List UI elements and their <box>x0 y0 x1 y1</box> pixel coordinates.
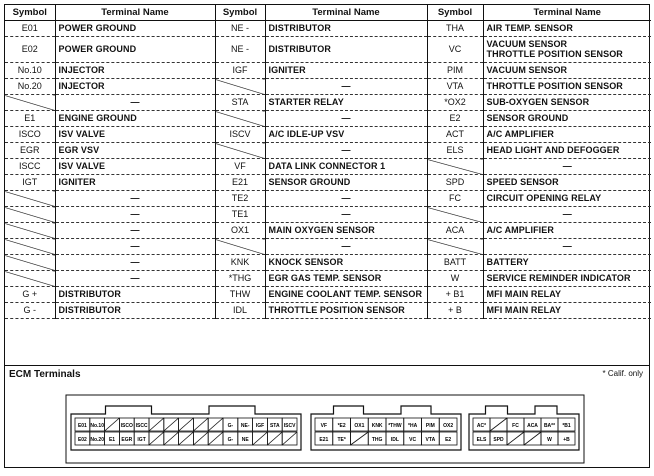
terminal-name: VACUUM SENSOR <box>483 63 651 79</box>
terminal-symbol: VF <box>215 159 265 175</box>
connector-pin-label: +B <box>563 437 570 443</box>
terminal-name: POWER GROUND <box>55 21 215 37</box>
table-row <box>5 287 651 303</box>
connector-pin-label: NE- <box>240 423 250 429</box>
terminal-name: VACUUM SENSOR THROTTLE POSITION SENSOR <box>483 37 651 63</box>
terminal-name: POWER GROUND <box>55 37 215 63</box>
terminal-symbol: IDL <box>215 303 265 319</box>
terminal-name-header: Terminal Name <box>483 5 651 21</box>
empty-symbol-cell <box>427 239 483 255</box>
terminal-symbol: SPD <box>427 175 483 191</box>
terminal-name-header: Terminal Name <box>265 5 427 21</box>
terminal-symbol: *THG <box>215 271 265 287</box>
connector-pin-label: NE <box>241 437 249 443</box>
table-row <box>5 143 651 159</box>
unused-pin-mark <box>179 418 194 431</box>
terminal-symbol: + B <box>427 303 483 319</box>
connector-pin-label: ISCV <box>283 423 296 429</box>
empty-name-cell: — <box>265 111 427 127</box>
connector-pin-label: *B1 <box>562 423 571 429</box>
empty-symbol-cell <box>5 223 55 239</box>
ecm-terminals-footer <box>5 365 649 467</box>
terminal-symbol: VTA <box>427 79 483 95</box>
terminal-name: INJECTOR <box>55 63 215 79</box>
left-connector-housing <box>71 406 301 450</box>
terminal-symbol: IGF <box>215 63 265 79</box>
table-row <box>5 223 651 239</box>
terminal-name: DISTRIBUTOR <box>55 303 215 319</box>
terminal-name: ISV VALVE <box>55 127 215 143</box>
empty-name-cell: — <box>265 79 427 95</box>
terminal-name: A/C IDLE-UP VSV <box>265 127 427 143</box>
terminal-name: IGNITER <box>265 63 427 79</box>
terminal-symbol: No.20 <box>5 79 55 95</box>
terminal-symbol: ELS <box>427 143 483 159</box>
terminal-name: SUB-OXYGEN SENSOR <box>483 95 651 111</box>
table-row <box>5 111 651 127</box>
connector-pin-label: *E2 <box>337 423 346 429</box>
terminal-symbol: ISCV <box>215 127 265 143</box>
connector-pin-label: BA** <box>543 423 556 429</box>
connector-pin-label: No.20 <box>90 437 105 443</box>
terminal-symbol: *OX2 <box>427 95 483 111</box>
unused-pin-mark <box>164 432 179 445</box>
terminal-symbol: E02 <box>5 37 55 63</box>
terminal-symbol: EGR <box>5 143 55 159</box>
terminal-symbol: STA <box>215 95 265 111</box>
unused-pin-mark <box>149 418 164 431</box>
connector-outline <box>66 395 584 463</box>
empty-symbol-cell <box>215 111 265 127</box>
terminal-name: MFI MAIN RELAY <box>483 303 651 319</box>
empty-name-cell: — <box>55 255 215 271</box>
ecm-connector-diagram <box>65 394 585 464</box>
connector-pin-label: E2 <box>445 437 452 443</box>
connector-pin-label: No.10 <box>90 423 105 429</box>
terminal-name: CIRCUIT OPENING RELAY <box>483 191 651 207</box>
terminal-symbol: No.10 <box>5 63 55 79</box>
table-row <box>5 175 651 191</box>
terminal-name: EGR GAS TEMP. SENSOR <box>265 271 427 287</box>
terminal-name: DATA LINK CONNECTOR 1 <box>265 159 427 175</box>
table-row <box>5 79 651 95</box>
terminal-name: EGR VSV <box>55 143 215 159</box>
connector-pin-label: ISCC <box>135 423 148 429</box>
connector-pin-label: W <box>547 437 552 443</box>
terminal-name: SERVICE REMINDER INDICATOR <box>483 271 651 287</box>
connector-pin-label: FC <box>512 423 519 429</box>
symbol-header: Symbol <box>427 5 483 21</box>
connector-pin-label: AC* <box>476 423 487 429</box>
terminal-name: HEAD LIGHT AND DEFOGGER <box>483 143 651 159</box>
connector-pin-label: IDL <box>390 437 399 443</box>
terminal-symbol: E2 <box>427 111 483 127</box>
terminal-symbol: ACT <box>427 127 483 143</box>
terminal-symbol: BATT <box>427 255 483 271</box>
unused-pin-mark <box>282 432 297 445</box>
connector-pin-label: G- <box>227 423 234 429</box>
terminal-name: A/C AMPLIFIER <box>483 223 651 239</box>
empty-name-cell: — <box>483 239 651 255</box>
terminal-name: A/C AMPLIFIER <box>483 127 651 143</box>
connector-pin-label: *THW <box>388 423 402 429</box>
terminal-table <box>5 5 651 319</box>
footer-title: ECM Terminals <box>9 369 81 380</box>
terminal-symbol: ACA <box>427 223 483 239</box>
empty-name-cell: — <box>265 239 427 255</box>
connector-pin-label: ISCO <box>120 423 133 429</box>
empty-name-cell: — <box>483 159 651 175</box>
connector-pin-label: ACA <box>527 423 538 429</box>
unused-pin-mark <box>208 432 223 445</box>
connector-pin-label: IGF <box>255 423 265 429</box>
unused-pin-mark <box>164 418 179 431</box>
connector-pin-label: SPD <box>493 437 504 443</box>
terminal-symbol: IGT <box>5 175 55 191</box>
unused-pin-mark <box>490 418 507 431</box>
table-row <box>5 127 651 143</box>
unused-pin-mark <box>524 432 541 445</box>
unused-pin-mark <box>267 432 282 445</box>
empty-name-cell: — <box>483 207 651 223</box>
connector-pin-label: E01 <box>77 423 87 429</box>
unused-pin-mark <box>507 432 524 445</box>
connector-pin-label: OX2 <box>443 423 454 429</box>
connector-pin-label: TE* <box>337 437 346 443</box>
terminal-name: DISTRIBUTOR <box>265 21 427 37</box>
connector-pin-label: VC <box>409 437 417 443</box>
terminal-symbol: PIM <box>427 63 483 79</box>
terminal-name: SENSOR GROUND <box>265 175 427 191</box>
table-row <box>5 303 651 319</box>
empty-name-cell: — <box>265 207 427 223</box>
header-row <box>5 5 651 21</box>
empty-name-cell: — <box>55 191 215 207</box>
terminal-symbol: ISCO <box>5 127 55 143</box>
terminal-name: THROTTLE POSITION SENSOR <box>265 303 427 319</box>
terminal-symbol: E01 <box>5 21 55 37</box>
empty-symbol-cell <box>215 143 265 159</box>
empty-symbol-cell <box>5 191 55 207</box>
empty-name-cell: — <box>55 95 215 111</box>
terminal-symbol: + B1 <box>427 287 483 303</box>
terminal-symbol: NE - <box>215 37 265 63</box>
empty-symbol-cell <box>215 239 265 255</box>
unused-pin-mark <box>105 418 120 431</box>
unused-pin-mark <box>149 432 164 445</box>
table-row <box>5 271 651 287</box>
terminal-name: ENGINE GROUND <box>55 111 215 127</box>
table-row <box>5 239 651 255</box>
terminal-name: DISTRIBUTOR <box>265 37 427 63</box>
table-row <box>5 21 651 37</box>
terminal-name: BATTERY <box>483 255 651 271</box>
empty-symbol-cell <box>5 95 55 111</box>
empty-symbol-cell <box>427 159 483 175</box>
connector-pin-label: KNK <box>371 423 383 429</box>
connector-pin-label: VF <box>320 423 328 429</box>
terminal-symbol: TE1 <box>215 207 265 223</box>
connector-pin-label: OX1 <box>354 423 365 429</box>
connector-pin-label: E02 <box>77 437 87 443</box>
terminal-symbol: KNK <box>215 255 265 271</box>
terminal-symbol: G + <box>5 287 55 303</box>
connector-pin-label: ELS <box>476 437 487 443</box>
terminal-name: ENGINE COOLANT TEMP. SENSOR <box>265 287 427 303</box>
unused-pin-mark <box>253 432 268 445</box>
terminal-symbol: VC <box>427 37 483 63</box>
empty-symbol-cell <box>5 271 55 287</box>
terminal-symbol: ISCC <box>5 159 55 175</box>
connector-pin-label: EGR <box>121 437 133 443</box>
terminal-name: ISV VALVE <box>55 159 215 175</box>
terminal-name-header: Terminal Name <box>55 5 215 21</box>
connector-pin-label: VTA <box>425 437 436 443</box>
terminal-name: MFI MAIN RELAY <box>483 287 651 303</box>
unused-pin-mark <box>193 418 208 431</box>
terminal-symbol: G - <box>5 303 55 319</box>
empty-symbol-cell <box>5 207 55 223</box>
connector-pin-label: *HA <box>408 423 418 429</box>
ecm-terminal-sheet <box>4 4 650 468</box>
connector-pin-label: PIM <box>425 423 435 429</box>
terminal-name: MAIN OXYGEN SENSOR <box>265 223 427 239</box>
calif-only-note: * Calif. only <box>602 369 643 378</box>
terminal-name: KNOCK SENSOR <box>265 255 427 271</box>
table-row <box>5 63 651 79</box>
table-row <box>5 255 651 271</box>
empty-symbol-cell <box>5 255 55 271</box>
terminal-symbol: NE - <box>215 21 265 37</box>
terminal-symbol: TE2 <box>215 191 265 207</box>
connector-pin-label: THG <box>371 437 383 443</box>
empty-name-cell: — <box>265 143 427 159</box>
terminal-symbol: OX1 <box>215 223 265 239</box>
terminal-symbol: E1 <box>5 111 55 127</box>
connector-pin-label: IGT <box>137 437 146 443</box>
empty-symbol-cell <box>215 79 265 95</box>
terminal-name: SPEED SENSOR <box>483 175 651 191</box>
terminal-name: IGNITER <box>55 175 215 191</box>
terminal-name: DISTRIBUTOR <box>55 287 215 303</box>
empty-name-cell: — <box>55 223 215 239</box>
unused-pin-mark <box>193 432 208 445</box>
connector-pin-label: E1 <box>108 437 116 443</box>
empty-name-cell: — <box>55 271 215 287</box>
empty-name-cell: — <box>55 239 215 255</box>
empty-name-cell: — <box>265 191 427 207</box>
table-row <box>5 191 651 207</box>
table-row <box>5 159 651 175</box>
unused-pin-mark <box>179 432 194 445</box>
terminal-name: THROTTLE POSITION SENSOR <box>483 79 651 95</box>
terminal-symbol: THA <box>427 21 483 37</box>
empty-name-cell: — <box>55 207 215 223</box>
connector-pin-label: E21 <box>319 437 329 443</box>
symbol-header: Symbol <box>215 5 265 21</box>
empty-symbol-cell <box>427 207 483 223</box>
terminal-name: INJECTOR <box>55 79 215 95</box>
unused-pin-mark <box>351 432 369 445</box>
terminal-symbol: THW <box>215 287 265 303</box>
connector-pin-label: STA <box>269 423 280 429</box>
table-row <box>5 37 651 63</box>
symbol-header: Symbol <box>5 5 55 21</box>
unused-pin-mark <box>208 418 223 431</box>
table-row <box>5 207 651 223</box>
empty-symbol-cell <box>5 239 55 255</box>
terminal-symbol: E21 <box>215 175 265 191</box>
terminal-name: AIR TEMP. SENSOR <box>483 21 651 37</box>
connector-pin-label: G- <box>227 437 234 443</box>
terminal-name: STARTER RELAY <box>265 95 427 111</box>
terminal-symbol: FC <box>427 191 483 207</box>
terminal-name: SENSOR GROUND <box>483 111 651 127</box>
table-row <box>5 95 651 111</box>
terminal-symbol: W <box>427 271 483 287</box>
